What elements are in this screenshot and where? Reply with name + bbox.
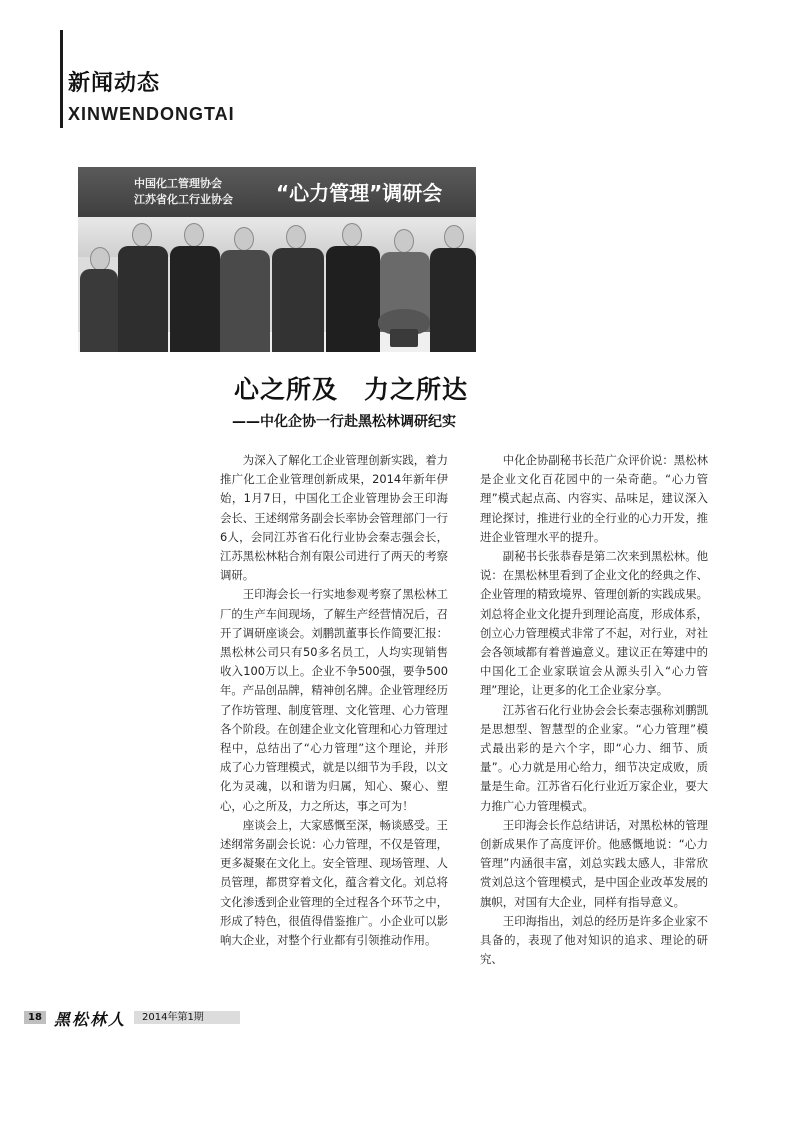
banner-title: “心力管理”调研会 — [276, 181, 443, 205]
section-subtitle: XINWENDONGTAI — [68, 104, 235, 124]
article-paragraph: 王印海指出，刘总的经历是许多企业家不具备的，表现了他对知识的追求、理论的研究、 — [480, 913, 708, 967]
article-paragraph: 王印海会长一行实地参观考察了黑松林工厂的生产车间现场，了解生产经营情况后，召开了调研座谈会。刘鹏凯董事长作简要汇报：黑松林公司只有50多名员工，人均实现销售收入100万以上。企业不争500强，要争500年。产品创品牌，精神创名牌。企业管理经历了作坊管理、制度管理、文化管理、心力管理各个阶段。在创建企业文化管理和心力管理过程中，总结出了“心力管理”这个理论，并形成了心力管理模式，就是以细节为手段，以文化为灵魂，以和谐为归属，知心、聚心、塑心，心之所及，力之所达，事之可为！ — [220, 587, 448, 813]
group-photo — [78, 167, 476, 352]
flower-pot — [390, 329, 418, 347]
article-paragraph: 为深入了解化工企业管理创新实践，着力推广化工企业管理创新成果，2014年新年伊始，1月7日，中国化工企业管理协会王印海会长、王述纲常务副会长率协会管理部门一行6人，会同江苏省石化行业协会秦志强会长，江苏黑松林粘合剂有限公司进行了两天的考察调研。 — [220, 453, 448, 583]
article-paragraph: 中化企协副秘书长范广众评价说：黑松林是企业文化百花园中的一朵奇葩。“心力管理”模式起点高、内容实、品味足，建议深入理论探讨，推进行业的全行业的心力开发，推进企业管理水平的提升。 — [480, 453, 708, 544]
article-subtitle: ——中化企协一行赴黑松林调研纪实 — [232, 414, 456, 430]
article-paragraph: 江苏省石化行业协会会长秦志强称刘鹏凯是思想型、智慧型的企业家。“心力管理”模式最出彩的是六个字，即“心力、细节、质量”。心力就是用心给力，细节决定成败，质量是生命。江苏省石化行业近万家企业，要大力推广心力管理模式。 — [480, 702, 708, 813]
banner-line-2: 江苏省化工行业协会 — [134, 193, 233, 206]
page-number: 18 — [24, 1011, 46, 1024]
banner-organizers — [134, 176, 274, 208]
issue-label: 2014年第1期 — [134, 1011, 240, 1024]
article-title: 心之所及 力之所达 — [234, 375, 469, 404]
article-column-left — [220, 451, 448, 950]
section-title: 新闻动态 — [68, 71, 161, 96]
article-paragraph: 王印海会长作总结讲话，对黑松林的管理创新成果作了高度评价。他感慨地说：“心力管理”内涵很丰富，刘总实践太感人，非常欣赏刘总这个管理模式，是中国企业改革发展的旗帜，对国有大企业，同样有指导意义。 — [480, 817, 708, 909]
article-paragraph: 座谈会上，大家感慨至深，畅谈感受。王述纲常务副会长说：心力管理，不仅是管理，更多凝聚在文化上。安全管理、现场管理、人员管理，都贯穿着文化，蕴含着文化。刘总将文化渗透到企业管理的全过程各个环节之中，形成了特色，很值得借鉴推广。小企业可以影响大企业，对整个行业都有引领推动作用。 — [220, 817, 448, 948]
article-column-right — [480, 451, 708, 969]
article-paragraph: 副秘书长张恭春是第二次来到黑松林。他说：在黑松林里看到了企业文化的经典之作、企业管理的精致境界、管理创新的实践成果。刘总将企业文化提升到理论高度，形成体系，创立心力管理模式非常了不起，对行业，对社会各领域都有着普遍意义。建议正在筹建中的中国化工企业家联谊会从源头引入“心力管理”理论，让更多的化工企业家分享。 — [480, 549, 708, 698]
photo-banner — [78, 167, 476, 217]
section-header-bar — [60, 30, 63, 128]
banner-line-1: 中国化工管理协会 — [134, 177, 222, 190]
magazine-name: 黑松林人 — [54, 1010, 127, 1029]
